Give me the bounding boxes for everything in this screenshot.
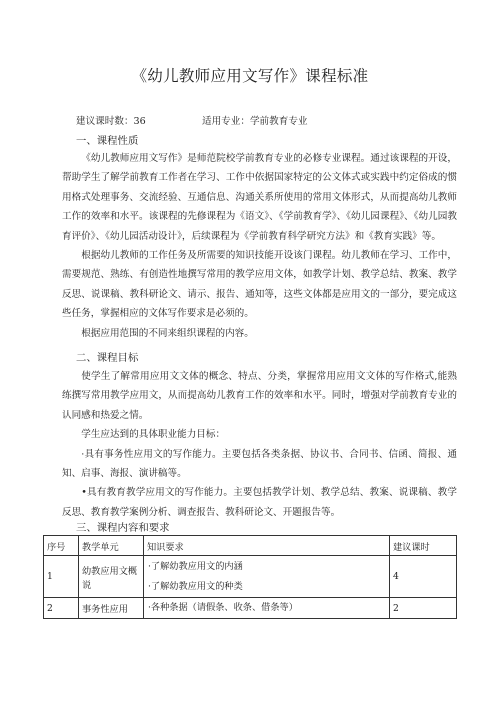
row-number: 2 [44, 598, 79, 619]
paragraph: 根据幼儿教师的工作任务及所需要的知识技能开设该门课程。幼儿教师在学习、工作中，需要规范、熟练、有创造性地撰写常用的教学应用文体，如教学计划、教学总结、教案、教学反思、说课稿、教科研论文、请示、报告、通知等，这些文体都是应用文的一部分，要完成这些任务，掌握相应的文体写作要求是必须的。 [62, 250, 457, 320]
applicable-major: 适用专业：学前教育专业 [202, 116, 308, 127]
section-heading-content: 三、课程内容和要求 [76, 522, 170, 534]
header-cell: 知识要求 [144, 536, 390, 556]
row-knowledge [144, 598, 390, 619]
table-row [44, 556, 457, 598]
header-cell: 建议课时 [390, 536, 457, 556]
row-hours: 4 [390, 556, 457, 598]
row-unit: 事务性应用 [79, 598, 144, 619]
paragraph: 根据应用范围的不同来组织课程的内容。 [81, 327, 254, 339]
paragraph: ·具有事务性应用文的写作能力。主要包括各类条据、协议书、合同书、信函、简报、通知、启事、海报、演讲稿等。 [62, 448, 457, 480]
table-row [44, 598, 457, 619]
document-title: 《幼儿教师应用文写作》课程标准 [131, 67, 369, 85]
knowledge-item: ·了解幼教应用文的种类 [148, 580, 243, 592]
paragraph: •具有教育教学应用文的写作能力。主要包括教学计划、教学总结、教案、说课稿、教学反思、教育教学案例分析、调查报告、教科研论文、开题报告等。 [62, 487, 457, 518]
section-heading-nature: 一、课程性质 [76, 135, 139, 147]
knowledge-item: ·各种条据（请假条、收条、借条等） [148, 602, 298, 613]
section-heading-goals: 二、课程目标 [76, 352, 139, 364]
paragraph: 《幼儿教师应用文写作》是师范院校学前教育专业的必修专业课程。通过该课程的开设，帮助学生了解学前教育工作者在学习、工作中依据国家特定的公文体式或实践中约定俗成的惯用格式处理事务、交流经验、互通信息、沟通关系所使用的常用文体形式，从而提高幼儿教师工作的效率和水平。该课程的先修课程为《语文》、《学前教育学》、《幼儿园课程》、《幼儿园教育评价》、《幼儿园活动设计》，后续课程为《学前教育科学研究方法》和《教育实践》等。 [62, 153, 457, 242]
header-cell: 教学单元 [79, 536, 144, 556]
section-goals-body [62, 367, 457, 522]
header-cell: 序号 [44, 536, 79, 556]
paragraph: 学生应达到的具体职业能力目标： [81, 429, 226, 441]
row-unit: 幼教应用文概说 [79, 556, 144, 598]
course-content-table [43, 535, 457, 619]
table-header-row [44, 536, 457, 556]
row-knowledge [144, 556, 390, 598]
knowledge-item: ·了解幼教应用文的内涵 [148, 560, 243, 572]
row-number: 1 [44, 556, 79, 598]
paragraph: 使学生了解常用应用文文体的概念、特点、分类，掌握常用应用文文体的写作格式,能熟练撰写常用教学应用文，从而提高幼儿教育工作的效率和水平。同时，增强对学前教育专业的认同感和热爱之情。 [62, 371, 457, 421]
section-nature-body [62, 149, 457, 343]
row-hours: 2 [390, 598, 457, 619]
suggested-hours: 建议课时数：36 [76, 116, 146, 127]
